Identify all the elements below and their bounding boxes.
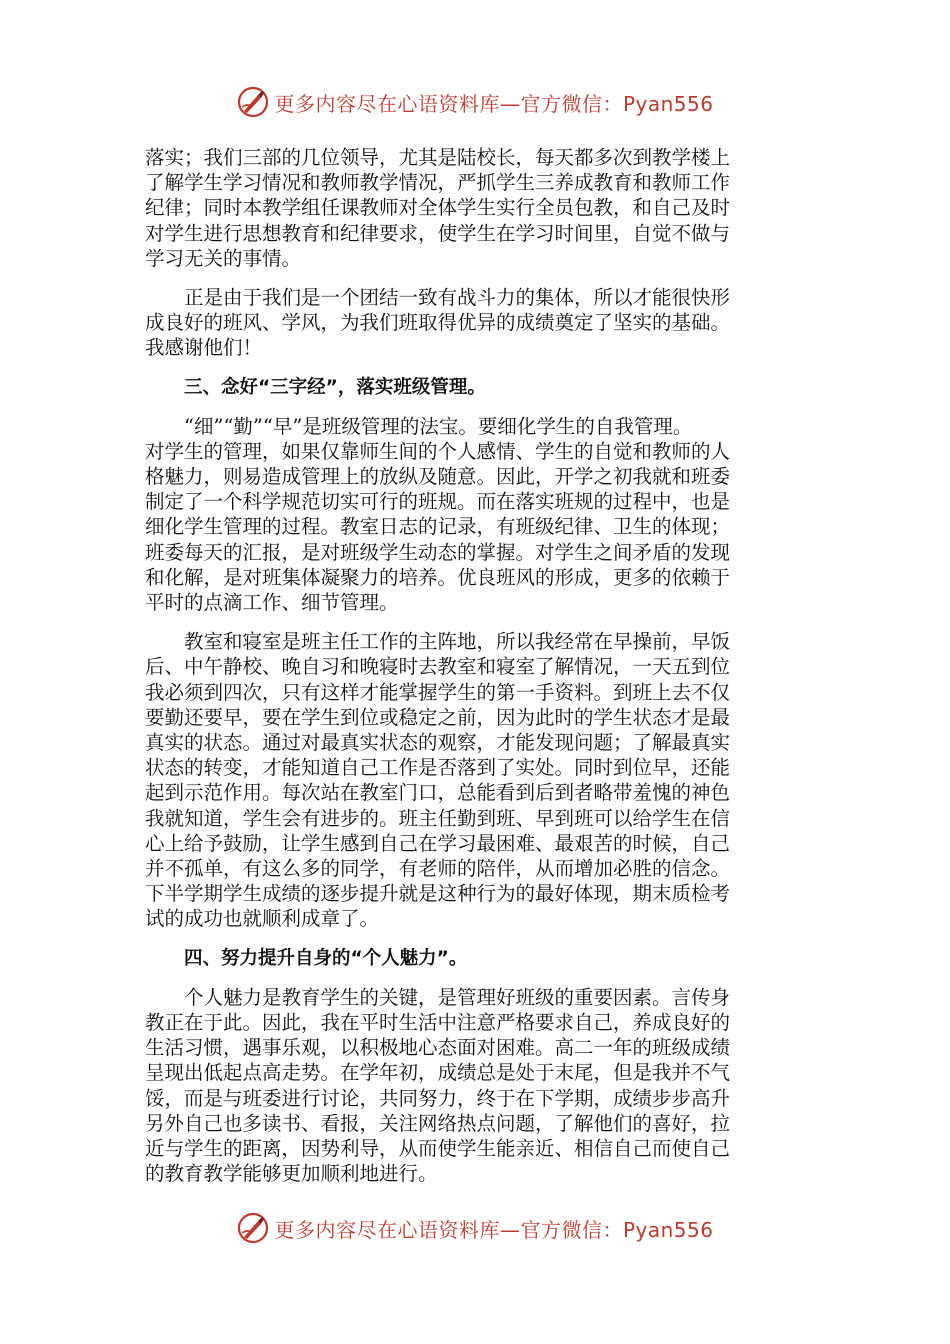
text-line: 我就知道，学生会有进步的。班主任勤到班、早到班可以给学生在信 [145, 806, 731, 830]
text-line: 馁，而是与班委进行讨论，共同努力，终于在下学期，成绩步步高升 [145, 1086, 731, 1110]
text-line: 教正在于此。因此，我在平时生活中注意严格要求自己，养成良好的 [145, 1010, 731, 1034]
text-line: 生活习惯，遇事乐观，以积极地心态面对困难。高二一年的班级成绩 [145, 1036, 731, 1060]
text-line: 和化解，是对班集体凝聚力的培养。优良班风的形成，更多的依赖于 [145, 565, 731, 589]
paragraph-3 [145, 414, 813, 616]
text-line: 成良好的班风、学风，为我们班取得优异的成绩奠定了坚实的基础。 [145, 311, 731, 335]
text-line: 细化学生管理的过程。教室日志的记录，有班级纪律、卫生的体现； [145, 515, 731, 539]
paragraph-5 [145, 985, 813, 1187]
text-line: 近与学生的距离，因势利导，从而使学生能亲近、相信自己而使自己 [145, 1136, 731, 1160]
text-line: 对学生进行思想教育和纪律要求，使学生在学习时间里，自觉不做与 [145, 221, 731, 245]
text-line: 下半学期学生成绩的逐步提升就是这种行为的最好体现，期末质检考 [145, 882, 731, 906]
text-line: 呈现出低起点高走势。在学年初，成绩总是处于末尾，但是我并不气 [145, 1061, 731, 1085]
text-line: 个人魅力是教育学生的关键，是管理好班级的重要因素。言传身 [184, 985, 731, 1009]
text-line: 对学生的管理，如果仅靠师生间的个人感情、学生的自觉和教师的人 [145, 439, 731, 463]
footer-banner [0, 1208, 950, 1248]
text-line: 格魅力，则易造成管理上的放纵及随意。因此，开学之初我就和班委 [145, 465, 731, 489]
paragraph-4 [145, 629, 813, 931]
text-line: 我感谢他们！ [145, 336, 263, 360]
text-line: 试的成功也就顺利成章了。 [145, 907, 380, 931]
banner-text: 更多内容尽在心语资料库—官方微信：Pyan556 [274, 91, 714, 116]
section-heading-4: 四、努力提升自身的“个人魅力”。 [184, 947, 468, 969]
text-line: 落实；我们三部的几位领导，尤其是陆校长，每天都多次到教学楼上 [145, 146, 731, 169]
text-line: 平时的点滴工作、细节管理。 [145, 591, 399, 615]
pen-logo-icon [236, 1211, 270, 1245]
document-body [145, 145, 813, 1200]
text-line: “细”“勤”“早”是班级管理的法宝。要细化学生的自我管理。 [184, 414, 693, 438]
text-line: 真实的状态。通过对最真实状态的观察，才能发现问题；了解最真实 [145, 731, 731, 755]
paragraph-2 [145, 285, 813, 361]
text-line: 了解学生学习情况和教师教学情况，严抓学生三养成教育和教师工作 [145, 171, 731, 195]
text-line: 制定了一个科学规范切实可行的班规。而在落实班规的过程中，也是 [145, 490, 731, 514]
text-line: 的教育教学能够更加顺利地进行。 [145, 1162, 438, 1186]
text-line: 纪律；同时本教学组任课教师对全体学生实行全员包教，和自己及时 [145, 196, 731, 220]
text-line: 正是由于我们是一个团结一致有战斗力的集体，所以才能很快形 [184, 286, 731, 310]
text-line: 我必须到四次，只有这样才能掌握学生的第一手资料。到班上去不仅 [145, 680, 731, 704]
text-line: 并不孤单，有这么多的同学，有老师的陪伴，从而增加必胜的信念。 [145, 857, 731, 881]
text-line: 学习无关的事情。 [145, 246, 302, 270]
text-line: 另外自己也多读书、看报，关注网络热点问题，了解他们的喜好，拉 [145, 1111, 731, 1135]
banner-text: 更多内容尽在心语资料库—官方微信：Pyan556 [274, 1217, 714, 1242]
text-line: 心上给予鼓励，让学生感到自己在学习最困难、最艰苦的时候，自己 [145, 831, 731, 855]
pen-logo-icon [236, 85, 270, 119]
text-line: 起到示范作用。每次站在教室门口，总能看到后到者略带羞愧的神色 [145, 781, 731, 805]
text-line: 教室和寝室是班主任工作的主阵地，所以我经常在早操前，早饭 [184, 630, 731, 654]
header-banner [0, 82, 950, 122]
text-line: 班委每天的汇报，是对班级学生动态的掌握。对学生之间矛盾的发现 [145, 540, 731, 564]
text-line: 要勤还要早，要在学生到位或稳定之前，因为此时的学生状态才是最 [145, 705, 731, 729]
section-heading-3: 三、念好“三字经”，落实班级管理。 [184, 376, 486, 398]
paragraph-1 [145, 145, 813, 271]
text-line: 状态的转变，才能知道自己工作是否落到了实处。同时到位早，还能 [145, 756, 731, 780]
text-line: 后、中午静校、晚自习和晚寝时去教室和寝室了解情况，一天五到位 [145, 655, 731, 679]
